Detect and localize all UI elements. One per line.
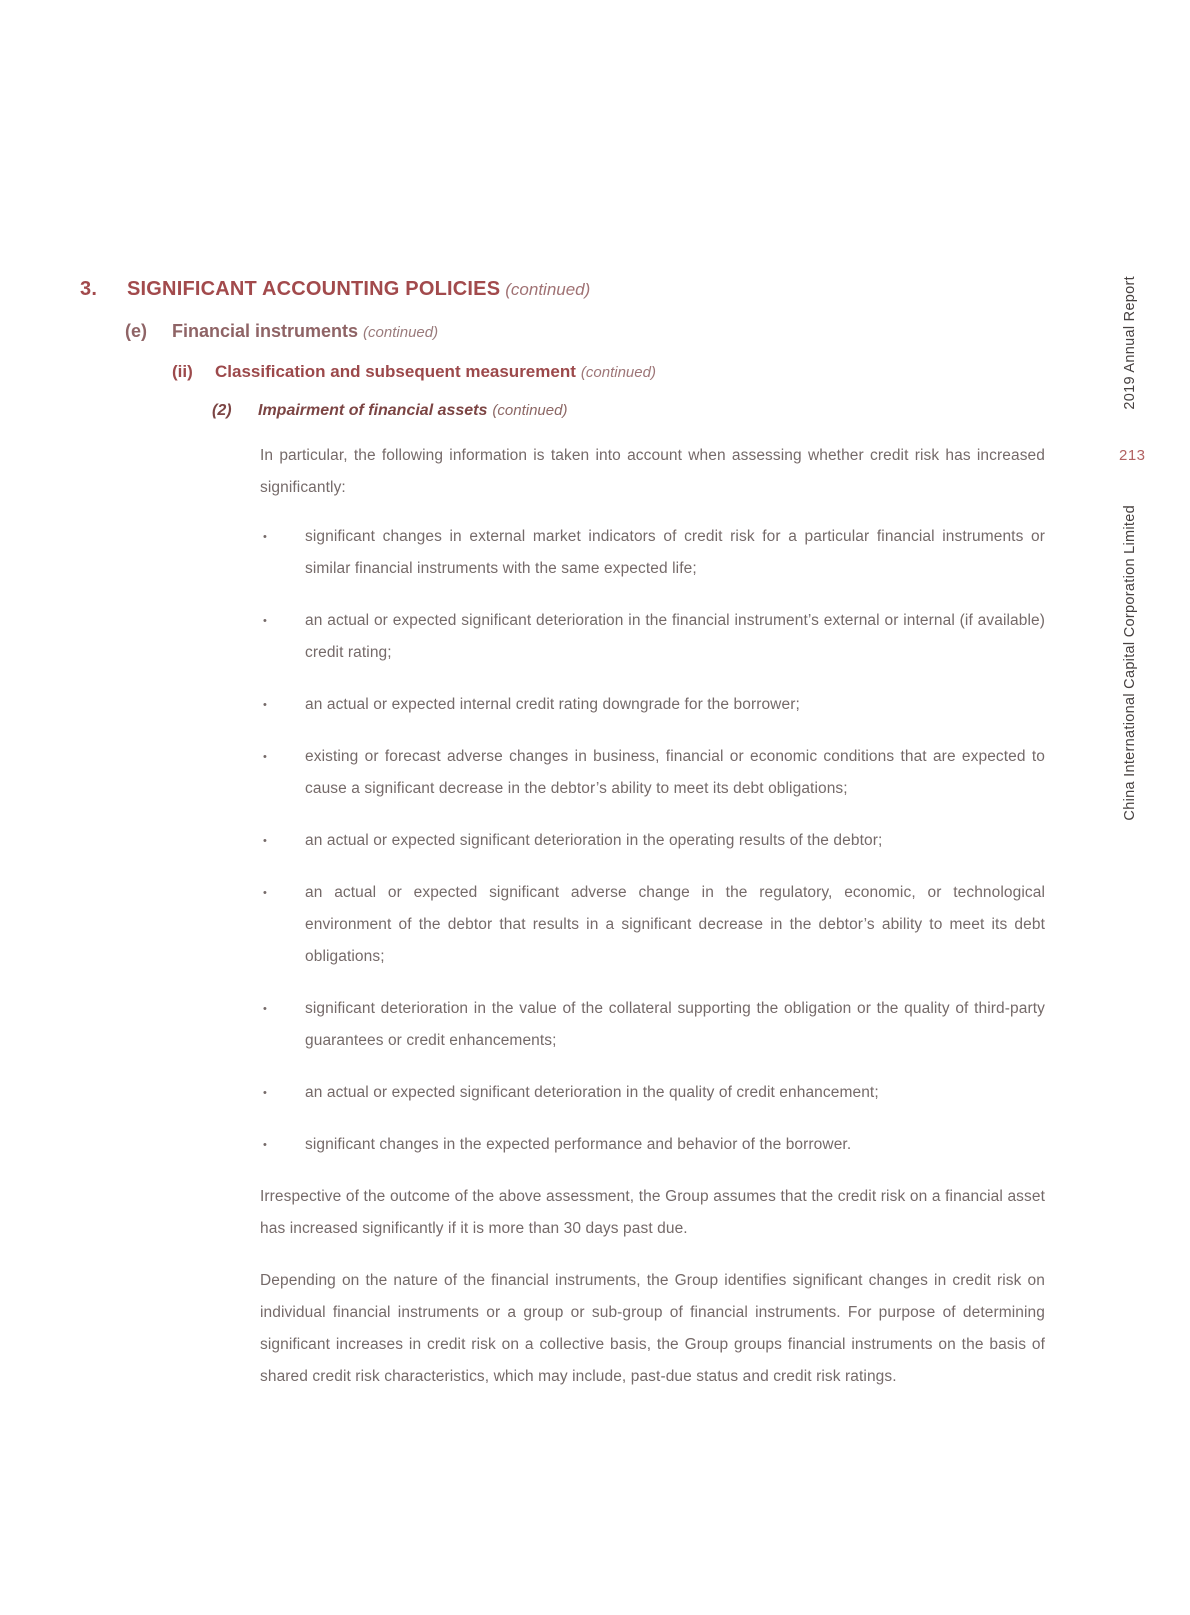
bullet-text: significant changes in external market indicators of credit risk for a particular financial instruments or similar financial instruments with the same expected life;	[305, 528, 1045, 577]
subsection-e-number: (e)	[125, 321, 147, 341]
bullet-dot-icon: •	[263, 699, 267, 711]
subsection-e-title: Financial instruments	[172, 321, 359, 341]
bullet-text: significant changes in the expected performance and behavior of the borrower.	[305, 1136, 852, 1153]
subsection-ii-number: (ii)	[172, 362, 193, 381]
section-heading	[0, 277, 1100, 303]
section-continued-note: (continued)	[505, 280, 591, 299]
bullet-item	[260, 993, 1045, 1057]
subsection-2-number: (2)	[212, 402, 232, 419]
bullet-item	[260, 825, 1045, 857]
bullet-dot-icon: •	[263, 751, 267, 763]
bullet-text: existing or forecast adverse changes in business, financial or economic conditions that are expected to cause a significant decrease in the debtor’s ability to meet its debt obligations;	[305, 748, 1045, 797]
bullet-dot-icon: •	[263, 615, 267, 627]
bullet-item	[260, 605, 1045, 669]
subsection-2-title: Impairment of financial assets	[258, 402, 488, 419]
subsection-ii-title: Classification and subsequent measurement	[215, 362, 576, 381]
bullet-item	[260, 689, 1045, 721]
subsection-e-title-wrap	[172, 320, 438, 344]
credit-risk-bullet-list	[260, 521, 1045, 1161]
bullet-text: an actual or expected significant deterioration in the operating results of the debtor;	[305, 832, 883, 849]
section-title-wrap	[127, 277, 590, 303]
bullet-item	[260, 877, 1045, 973]
bullet-item	[260, 741, 1045, 805]
bullet-text: significant deterioration in the value of the collateral supporting the obligation or the quality of third-party guarantees or credit enhancements;	[305, 1000, 1045, 1049]
bullet-dot-icon: •	[263, 1087, 267, 1099]
subsection-2-heading	[0, 401, 1100, 421]
intro-paragraph: In particular, the following information is taken into account when assessing whether credit risk has increased significantly:	[260, 447, 1045, 496]
subsection-e-continued-note: (continued)	[363, 324, 439, 341]
bullet-dot-icon: •	[263, 835, 267, 847]
bullet-text: an actual or expected internal credit rating downgrade for the borrower;	[305, 696, 800, 713]
subsection-2-continued-note: (continued)	[492, 402, 568, 419]
subsection-ii-continued-note: (continued)	[580, 364, 656, 381]
bullet-text: an actual or expected significant deterioration in the quality of credit enhancement;	[305, 1084, 879, 1101]
subsection-e-heading	[0, 320, 1100, 344]
bullet-dot-icon: •	[263, 1139, 267, 1151]
section-title: SIGNIFICANT ACCOUNTING POLICIES	[127, 278, 501, 300]
bullet-item	[260, 1129, 1045, 1161]
page-number: 213	[1119, 447, 1146, 464]
closing-paragraph-1: Irrespective of the outcome of the above assessment, the Group assumes that the credit risk on a financial asset has increased significantly if it is more than 30 days past due.	[260, 1188, 1045, 1237]
bullet-dot-icon: •	[263, 531, 267, 543]
bullet-text: an actual or expected significant deterioration in the financial instrument’s external or internal (if available) credit rating;	[305, 612, 1045, 661]
bullet-item	[260, 1077, 1045, 1109]
closing-paragraph-2: Depending on the nature of the financial instruments, the Group identifies significant changes in credit risk on individual financial instruments or a group or sub-group of financial instruments. For purpose of determining significant increases in credit risk on a collective basis, the Group groups financial instruments on the basis of shared credit risk characteristics, which may include, past-due status and credit risk ratings.	[260, 1272, 1045, 1385]
subsection-ii-title-wrap	[215, 361, 656, 383]
bullet-dot-icon: •	[263, 887, 267, 899]
sidebar-report-label: 2019 Annual Report	[1122, 276, 1138, 410]
subsection-2-title-wrap	[258, 401, 567, 421]
sidebar-company-name: China International Capital Corporation Limited	[1122, 505, 1138, 821]
bullet-dot-icon: •	[263, 1003, 267, 1015]
bullet-item	[260, 521, 1045, 585]
main-content	[0, 277, 1100, 1393]
bullet-text: an actual or expected significant adverse change in the regulatory, economic, or technological environment of the debtor that results in a significant decrease in the debtor’s ability to meet its debt obligations;	[305, 884, 1045, 965]
subsection-ii-heading	[0, 361, 1100, 383]
section-number: 3.	[80, 278, 98, 300]
